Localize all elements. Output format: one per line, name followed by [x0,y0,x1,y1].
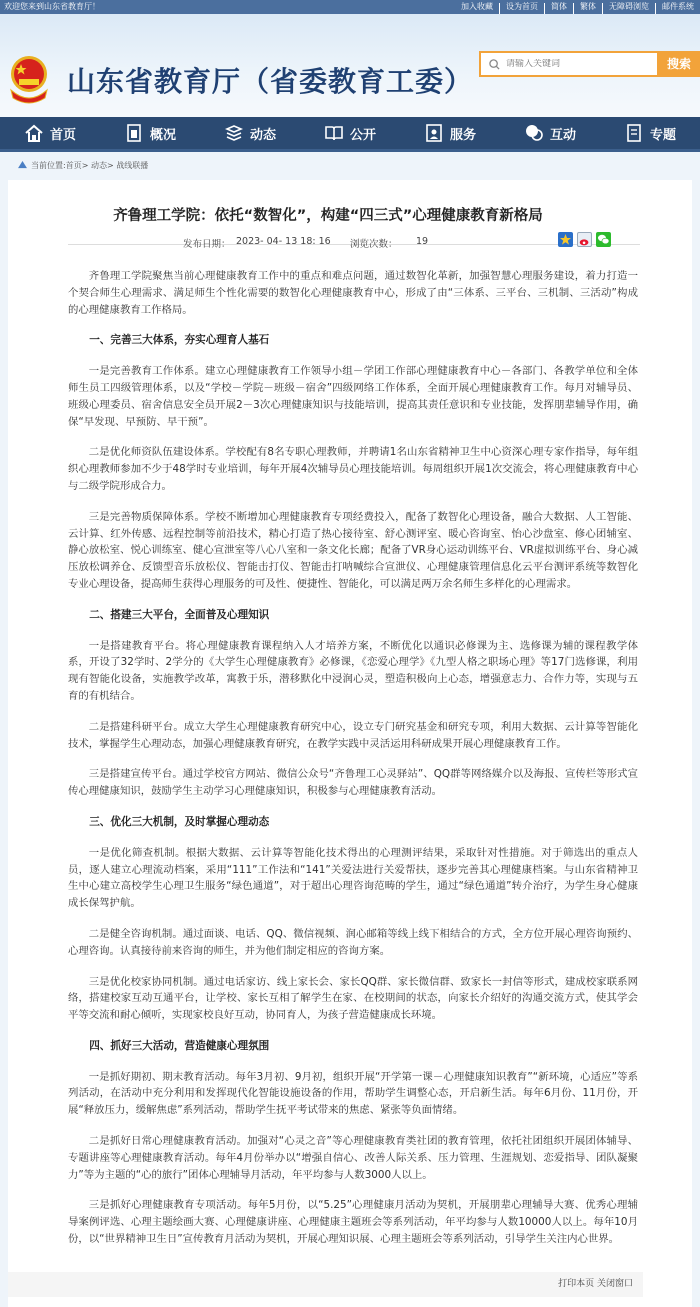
paragraph: 三是优化校家协同机制。通过电话家访、线上家长会、家长QQ群、家长微信群、致家长一封信等形式，建成校家联系网络，搭建校家互动互通平台，让学校、家长互相了解学生在家、在校期间的状态，向家长介绍好的沟通交流方式，使其学会平等交流和耐心倾听，实现家校良好互动，协同育人，为孩子营造健康成长环境。 [68,975,638,1022]
section-heading: 一、完善三大体系，夯实心理育人基石 [89,334,270,347]
section-heading: 四、抓好三大活动，营造健康心理氛围 [89,1039,270,1052]
breadcrumb-current[interactable]: 战线联播 [116,160,149,170]
paragraph: 二是抓好日常心理健康教育活动。加强对“心灵之音”等心理健康教育类社团的教育管理，依托社团组织开展团体辅导、专题讲座等心理健康教育活动。每年4月份举办以“增强自信心、改善人际关系、压力管理、生涯规划、恋爱指导、团队凝聚力”等为主题的“心的旅行”团体心理辅导月活动，年平均参与人数3000人以上。 [68,1135,638,1181]
paragraph: 一是优化筛查机制。根据大数据、云计算等智能化技术得出的心理测评结果，采取针对性措施。对于筛选出的重点人员，逐人建立心理流动档案，采用“111”工作法和“141”关爱法进行关爱帮扶，逐步完善其心理健康档案。与山东省精神卫生中心建立高校学生心理卫生服务“绿色通道”，对于超出心理咨询范畴的学生，通过“绿色通道”转介治疗，为学生身心健康成长保驾护航。 [68,846,638,910]
paragraph: 齐鲁理工学院聚焦当前心理健康教育工作中的重点和难点问题，通过数智化革新，加强智慧心理服务建设，着力打造一个契合师生心理需求、满足师生个性化需要的数智化心理健康教育中心，形成了由“三体系、三平台、三机制、三活动”构成的心理健康教育工作格局。 [68,270,638,316]
nav-label: 公开 [349,127,376,143]
paragraph: 一是搭建教育平台。将心理健康教育课程纳入人才培养方案，不断优化以通识必修课为主、选修课为辅的课程教学体系，开设了32学时、2学分的《大学生心理健康教育》必修课，《恋爱心理学》《九型人格之职场心理》等17门选修课，利用现有智能化设备，实施教学改革，寓教于乐，潜移默化中浸润心灵，塑造积极向上心态，增强意志力、合作力等，实现与五育的有机结合。 [68,639,638,702]
date-label: 发布日期： [183,239,231,250]
national-emblem-icon [7,54,51,104]
service-icon [424,123,444,143]
set-homepage-link[interactable]: 设为首页 [499,3,544,14]
search-box [479,51,659,77]
nav-item-2[interactable] [200,123,300,143]
article-container [8,180,692,1307]
breadcrumb [0,152,700,178]
nav-label: 服务 [449,127,476,143]
article-title: 齐鲁理工学院：依托“数智化”，构建“四三式”心理健康教育新格局 [113,208,543,224]
nav-item-1[interactable] [100,123,200,143]
nav-item-5[interactable] [500,123,600,143]
paragraph: 二是健全咨询机制。通过面谈、电话、QQ、微信视频、润心邮箱等线上线下相结合的方式，全方位开展心理咨询预约、心理咨询。认真接待前来咨询的师生，并为他们制定相应的咨询方案。 [68,927,638,957]
breadcrumb-sep: > [106,160,114,170]
add-favorite-link[interactable]: 加入收藏 [461,2,493,11]
weibo-icon[interactable] [577,232,592,247]
top-links [455,0,700,14]
mail-system-link[interactable]: 邮件系统 [655,3,700,14]
search-input[interactable] [506,59,646,69]
accessibility-link[interactable]: 无障碍浏览 [602,3,655,14]
publish-date: 2023- 04- 13 18: 16 [236,236,331,247]
paragraph: 一是完善教育工作体系。建立心理健康教育工作领导小组－学团工作部心理健康教育中心－各部门、各教学单位和全体师生员工四级管理体系，以及“学校－学院－班级－宿舍”四级网络工作体系，全面开展心理健康教育工作。每月对辅导员、班级心理委员、宿舍信息安全员开展2－3次心理健康知识与技能培训，提高其责任意识和专业技能，发挥朋辈辅导作用，确保“早发现、早预防、早干预”。 [68,365,638,428]
top-bar [0,0,700,14]
welcome-text: 欢迎您来到山东省教育厅！ [4,2,100,11]
paragraph: 一是抓好期初、期末教育活动。每年3月初、9月初，组织开展“开学第一课－心理健康知识教育”“新环境，心适应”等系列活动，在活动中充分利用和发挥现代化智能设施设备的作用，帮助学生调整心态，开启新生活。每年6月份、11月份，开展“释放压力，缓解焦虑”系列活动，帮助学生抚平考试带来的焦虑、紧张等负面情绪。 [68,1070,638,1117]
breadcrumb-news[interactable]: 动态 [90,160,107,170]
site-title: 山东省教育厅（省委教育工委） [67,65,474,98]
nav-item-6[interactable] [600,123,700,143]
share-buttons [558,232,611,247]
book-icon [324,123,344,143]
nav-label: 动态 [249,127,276,143]
nav-item-3[interactable] [300,123,400,143]
print-page-button[interactable]: 打印本页 [558,1278,595,1289]
location-icon [18,161,27,169]
breadcrumb-sep: > [81,160,89,170]
news-stack-icon [224,123,244,143]
search-button[interactable]: 搜索 [658,51,700,77]
favorite-star-icon[interactable] [558,232,573,247]
overview-icon [124,123,144,143]
article-footer [8,1272,643,1297]
nav-label: 专题 [649,127,676,143]
home-icon [24,123,44,143]
paragraph: 二是搭建科研平台。成立大学生心理健康教育研究中心，设立专门研究基金和研究专项，利用大数据、云计算等智能化技术，掌握学生心理动态，加强心理健康教育研究，在教学实践中灵活运用科研成果开展心理健康教育工作。 [68,720,638,750]
view-count: 19 [416,236,429,247]
nav-label: 概况 [149,127,176,143]
main-nav [0,117,700,152]
views-label: 浏览次数： [350,239,398,250]
paragraph: 二是优化师资队伍建设体系。学校配有8名专职心理教师，并聘请1名山东省精神卫生中心资深心理专家作指导，每年组织心理教师参加不少于48学时专业培训，每年开展4次辅导员心理技能培训。每周组织开展1次交流会，将心理健康教育中心与二级学院形成合力。 [68,446,638,492]
nav-item-4[interactable] [400,123,500,143]
nav-label: 互动 [549,127,576,143]
traditional-link[interactable]: 繁体 [573,3,602,14]
section-heading: 三、优化三大机制，及时掌握心理动态 [89,815,270,828]
simplified-link[interactable]: 简体 [544,3,573,14]
paragraph: 三是搭建宣传平台。通过学校官方网站、微信公众号“齐鲁理工心灵驿站”、QQ群等网络媒介以及海报、宣传栏等形式宣传心理健康知识，鼓励学生主动学习心理健康知识，积极参与心理健康教育活动。 [68,768,638,798]
paragraph: 三是完善物质保障体系。学校不断增加心理健康教育专项经费投入，配备了数智化心理设备，融合大数据、人工智能、云计算、红外传感、远程控制等前沿技术，精心打造了热心接待室、舒心测评室、暖心咨询室、怡心沙盘室、修心团辅室、静心放松室、悦心训练室、健心宣泄室等八心八室和一条文化长廊；配备了VR身心运动训练平台、VR虚拟训练平台、身心减压放松调养仓、反馈型音乐放松仪、智能击打仪、智能击打呐喊综合宣泄仪、心理健康管理信息化云平台测评系统等数智化专业心理设备，提高师生获得心理服务的可及性、便捷性、智能化，可以满足两万余名师生多样化的心理需求。 [68,510,638,590]
paragraph: 三是抓好心理健康教育专项活动。每年5月份，以“5.25”心理健康月活动为契机，开展朋辈心理辅导大赛、优秀心理辅导案例评选、心理主题绘画大赛、心理健康讲座、心理健康主题班会等系列活动，年平均参与人数10000人以上。每年10月份，以“世界精神卫生日”宣传教育月活动为契机，开展心理知识展、心理主题班会等系列活动，引导学生关注内心世界。 [68,1199,638,1246]
article-body [68,268,638,1248]
document-icon [624,123,644,143]
chat-icon [524,123,544,143]
nav-label: 首页 [49,127,76,143]
section-heading: 二、搭建三大平台，全面普及心理知识 [89,608,270,621]
nav-item-0[interactable] [0,123,100,143]
search-icon [489,59,500,70]
breadcrumb-prefix: 当前位置: [31,160,66,170]
site-header [0,14,700,117]
close-window-button[interactable]: 关闭窗口 [596,1278,633,1289]
wechat-icon[interactable] [596,232,611,247]
breadcrumb-home[interactable]: 首页 [65,160,82,170]
